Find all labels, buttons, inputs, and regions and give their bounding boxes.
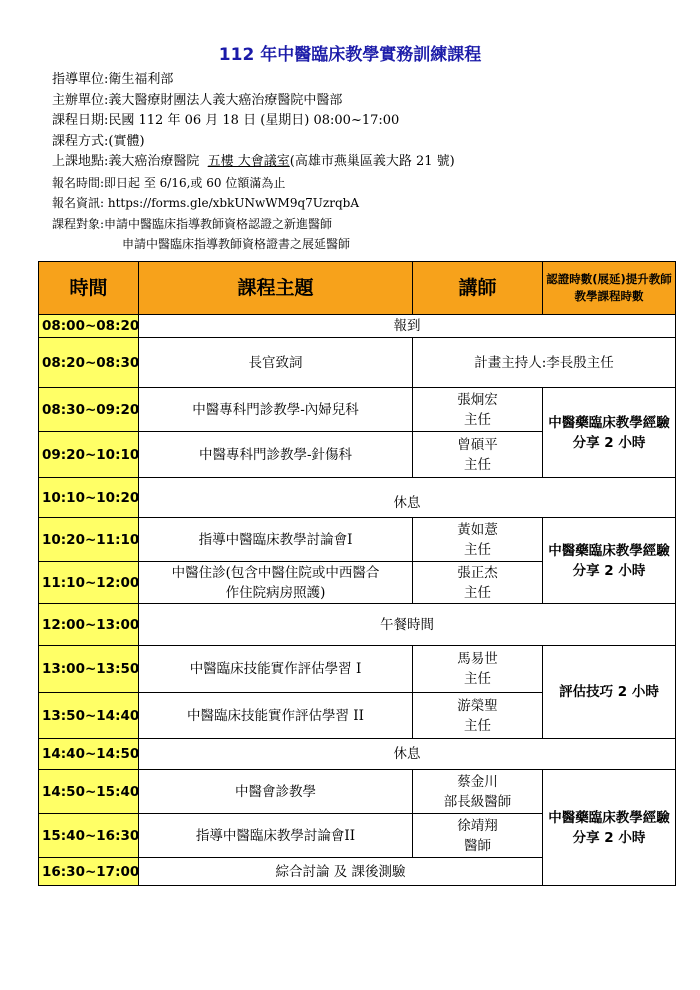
instructor-title: 主任 [464,456,491,473]
span-cell: 休息 [139,478,676,518]
topic-cell: 長官致詞 [139,338,413,388]
topic-cell: 指導中醫臨床教學討論會I [139,518,413,562]
topic-cell [139,562,413,604]
topic-cell: 中醫專科門診教學-內婦兒科 [139,388,413,432]
time-cell: 12:00~13:00 [39,604,139,646]
time-cell: 08:00~08:20 [39,315,139,338]
time-cell: 14:40~14:50 [39,739,139,770]
venue-room: 五樓 大會議室 [207,154,290,169]
instructor-name: 曾碩平 [457,436,498,453]
table-row [39,604,676,646]
time-cell: 13:00~13:50 [39,646,139,693]
instructor-name: 徐靖翔 [457,817,498,834]
instructor-name: 黃如薏 [457,521,498,538]
time-cell: 08:30~09:20 [39,388,139,432]
span-cell: 午餐時間 [139,604,676,646]
topic-line-2: 作住院病房照護) [225,585,326,601]
table-row [39,315,676,338]
time-cell: 10:20~11:10 [39,518,139,562]
register-info: 報名資訊: https://forms.gle/xbkUNwWM9q7UzrqbA [52,196,359,210]
course-venue [52,152,692,173]
instructor-title: 部長級醫師 [443,793,512,810]
target-line-1: 課程對象:申請中醫臨床指導教師資格認證之新進醫師 [52,216,333,231]
register-time: 報名時間:即日起 至 6/16,或 60 位額滿為止 [52,175,286,190]
instructor-cell [413,432,543,478]
time-cell: 11:10~12:00 [39,562,139,604]
instructor-title: 主任 [464,671,491,687]
cert-note: 中醫藥臨床教學經驗分享 2 小時 [543,518,676,604]
instructor-name: 馬易世 [457,651,498,667]
target-line-2: 申請中醫臨床指導教師資格證書之展延醫師 [122,237,351,251]
instructor-cell [413,388,543,432]
table-row [39,388,676,432]
instructor-title: 醫師 [464,837,491,854]
table-row [39,478,676,518]
course-method: 課程方式:(實體) [52,133,145,149]
instructor-cell [413,693,543,739]
instructor-name: 蔡金川 [457,773,498,790]
topic-cell: 中醫會診教學 [139,770,413,814]
instructor-name: 張炯宏 [457,391,498,408]
topic-line-1: 中醫住診(包含中醫住院或中西醫合 [171,565,380,581]
header-topic: 課程主題 [139,262,413,315]
cert-note: 中醫藥臨床教學經驗分享 2 小時 [543,388,676,478]
instructor-title: 主任 [464,411,491,428]
time-cell: 08:20~08:30 [39,338,139,388]
host-unit: 主辦單位:義大醫療財團法人義大癌治療醫院中醫部 [52,92,343,108]
course-date: 課程日期:民國 112 年 06 月 18 日 (星期日) 08:00~17:00 [52,113,400,128]
venue-suffix: (高雄市燕巢區義大路 21 號) [289,154,455,169]
time-cell: 13:50~14:40 [39,693,139,739]
instructor-cell [413,646,543,693]
schedule-table [38,261,676,886]
cert-note: 中醫藥臨床教學經驗分享 2 小時 [543,770,676,886]
time-cell: 15:40~16:30 [39,814,139,858]
table-row [39,739,676,770]
table-header [39,262,676,315]
topic-cell: 中醫臨床技能實作評估學習 I [139,646,413,693]
span-cell: 休息 [139,739,676,770]
header-time: 時間 [39,262,139,315]
instructor-name: 張正杰 [457,564,498,581]
span-cell: 綜合討論 及 課後測驗 [139,858,543,886]
time-cell: 16:30~17:00 [39,858,139,886]
table-row [39,770,676,814]
course-info [52,70,692,255]
instructor-cell [413,770,543,814]
instructor-cell [413,518,543,562]
instructor-title: 主任 [464,541,491,558]
span-cell: 報到 [139,315,676,338]
time-cell: 09:20~10:10 [39,432,139,478]
instructor-title: 主任 [464,717,491,734]
topic-cell: 中醫臨床技能實作評估學習 II [139,693,413,739]
time-cell: 10:10~10:20 [39,478,139,518]
venue-prefix: 上課地點:義大癌治療醫院 [52,154,208,169]
guide-unit: 指導單位:衛生福利部 [52,72,174,87]
instructor-cell: 計畫主持人:李長殷主任 [413,338,676,388]
table-row [39,518,676,562]
cert-note: 評估技巧 2 小時 [543,646,676,739]
header-instructor: 講師 [413,262,543,315]
header-cert-hours: 認證時數(展延)提升教師教學課程時數 [543,262,676,315]
table-row [39,646,676,693]
instructor-cell [413,814,543,858]
topic-cell: 指導中醫臨床教學討論會II [139,814,413,858]
time-cell: 14:50~15:40 [39,770,139,814]
table-row [39,338,676,388]
instructor-name: 游榮聖 [457,697,498,714]
instructor-cell [413,562,543,604]
topic-cell: 中醫專科門診教學-針傷科 [139,432,413,478]
instructor-title: 主任 [464,584,491,601]
page-title: 112 年中醫臨床教學實務訓練課程 [218,45,482,65]
